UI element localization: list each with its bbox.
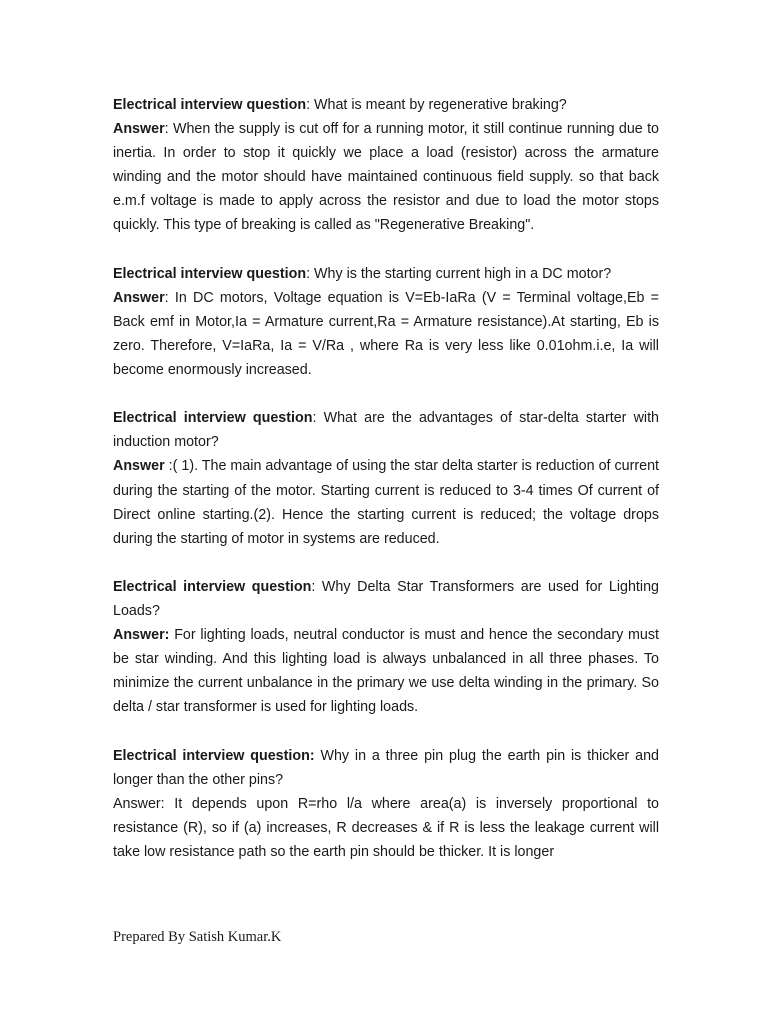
answer-separator: : <box>164 289 175 306</box>
question-paragraph <box>113 744 659 792</box>
answer-separator: : <box>164 458 173 475</box>
answer-label: Answer: <box>113 627 170 644</box>
answer-paragraph <box>113 454 659 550</box>
answer-text: ( 1). The main advantage of using the star delta starter is reduction of current during the starting of the motor. Starting current is reduced to 3-4 times Of current of Direct online starting.(2). Hence the starting current is reduced; the voltage drops during the starting of motor in systems are reduced. <box>113 458 659 547</box>
answer-paragraph <box>113 286 659 382</box>
question-paragraph <box>113 262 659 286</box>
question-label: Electrical interview question <box>113 97 307 113</box>
qa-block <box>113 262 659 382</box>
answer-text: When the supply is cut off for a running motor, it still continue running due to inertia. In order to stop it quickly we place a load (resistor) across the armature winding and the motor should have maintained continuous field supply. so that back e.m.f voltage is made to apply across the resistor and due to load the motor stops quickly. This type of breaking is called as "Regenerative Breaking". <box>113 121 659 234</box>
qa-block <box>113 575 659 720</box>
answer-paragraph <box>113 623 659 719</box>
answer-text: Answer: It depends upon R=rho l/a where area(a) is inversely proportional to resistance (R), so if (a) increases, R decreases & if R is less the leakage current will take low resistance path so the earth pin should be thicker. It is longer <box>113 795 659 860</box>
question-paragraph <box>113 575 659 623</box>
question-separator: : <box>311 578 322 595</box>
question-separator: : <box>306 97 315 113</box>
answer-separator: : <box>164 121 173 138</box>
question-label: Electrical interview question <box>113 410 313 427</box>
answer-text: In DC motors, Voltage equation is V=Eb-IaRa (V = Terminal voltage,Eb = Back emf in Motor,Ia = Armature current,Ra = Armature resistance).At starting, Eb is zero. Therefore, V=IaRa, Ia = V/Ra , where Ra is very less like 0.01ohm.i.e, Ia will become enormously increased. <box>113 289 660 379</box>
qa-block <box>113 744 659 864</box>
question-label: Electrical interview question <box>113 265 307 282</box>
qa-block <box>113 93 659 238</box>
question-separator: : <box>306 265 315 282</box>
answer-paragraph <box>113 792 659 864</box>
question-label: Electrical interview question <box>113 578 312 595</box>
qa-block <box>113 406 659 551</box>
document-body <box>113 93 659 888</box>
page-footer: Prepared By Satish Kumar.K <box>113 929 282 945</box>
question-paragraph <box>113 406 659 454</box>
answer-text: For lighting loads, neutral conductor is must and hence the secondary must be star winding. And this lighting load is always unbalanced in all three phases. To minimize the current unbalance in the primary we use delta winding in the primary. So delta / star transformer is used for lighting loads. <box>113 627 659 716</box>
question-paragraph <box>113 93 659 117</box>
question-separator: : <box>312 410 324 427</box>
answer-label: Answer <box>113 458 165 475</box>
answer-label: Answer <box>113 121 165 138</box>
question-text: What is meant by regenerative braking? <box>314 97 567 113</box>
answer-label: Answer <box>113 289 165 306</box>
question-text: Why in a three pin plug the earth pin is thicker and longer than the other pins? <box>113 747 659 788</box>
answer-paragraph <box>113 117 659 237</box>
question-label: Electrical interview question: <box>113 747 315 764</box>
question-text: What are the advantages of star-delta starter with induction motor? <box>113 410 659 451</box>
question-text: Why Delta Star Transformers are used for Lighting Loads? <box>113 578 659 619</box>
question-text: Why is the starting current high in a DC motor? <box>314 265 612 282</box>
